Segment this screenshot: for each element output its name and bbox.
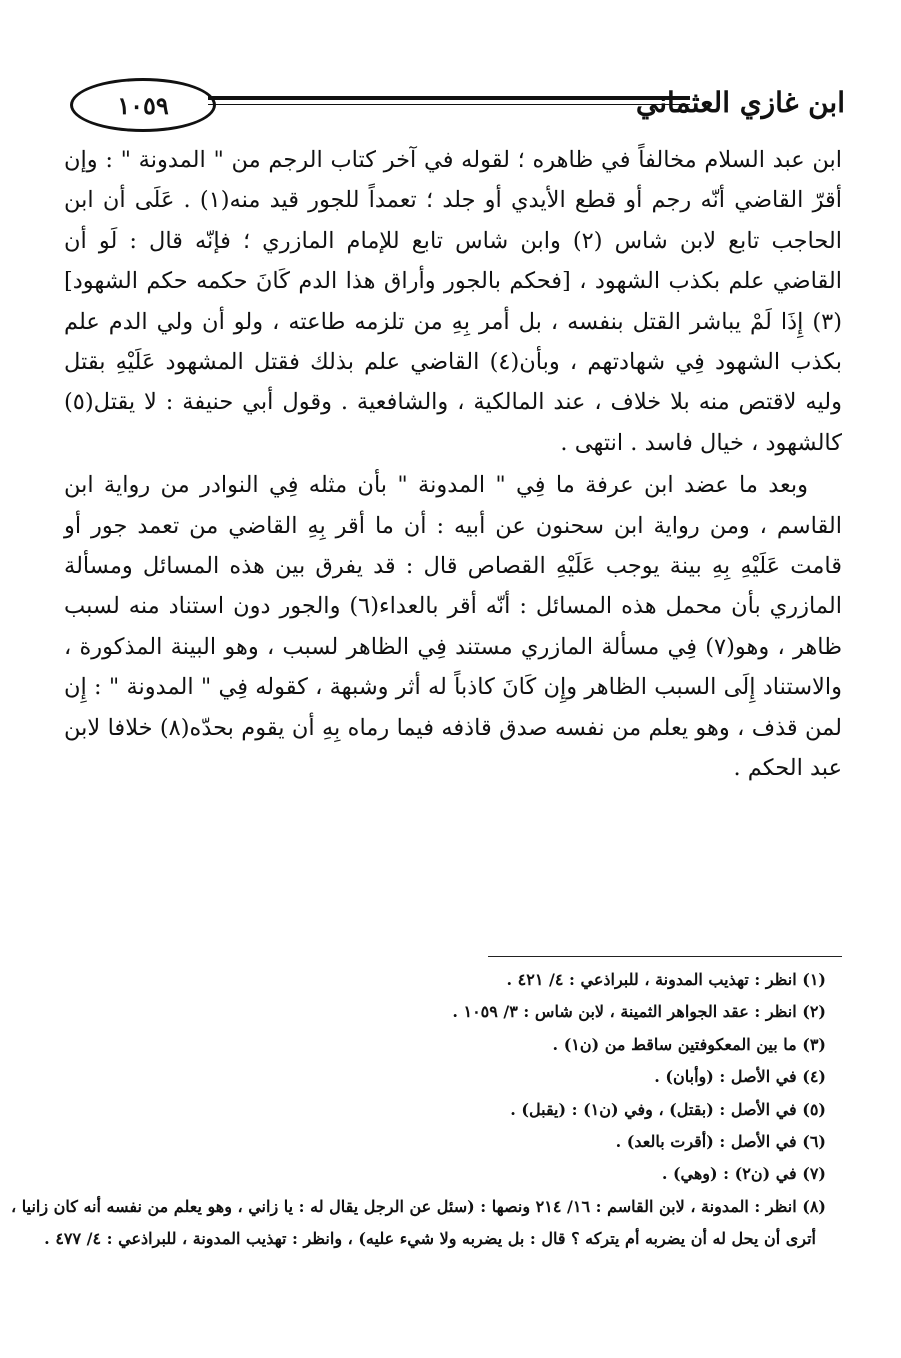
footnote-separator (488, 956, 842, 957)
page-number: ١٠٥٩ (70, 78, 216, 132)
header-rule (208, 96, 690, 100)
footnote-5: (٥) في الأصل : (بقتل) ، وفي (ن١) : (يقبل) . (510, 1099, 826, 1119)
footnote-8: (٨) انظر : المدونة ، لابن القاسم : ١٦/ ٢١٤ ونصها : (سئل عن الرجل يقال له : يا زاني ، وهو يعلم من نفسه أنه كان زانيا ، (11, 1196, 826, 1216)
footnote-6: (٦) في الأصل : (أقرت بالعد) . (615, 1132, 826, 1152)
footnote-4: (٤) في الأصل : (وأبان) . (654, 1067, 826, 1087)
footnote-7: (٧) في (ن٢) : (وهي) . (661, 1164, 826, 1184)
running-title: ابن غازي العثماني (635, 86, 845, 119)
paragraph-2: وبعد ما عضد ابن عرفة ما فِي " المدونة " بأن مثله فِي النوادر من رواية ابن القاسم ، ومن رواية ابن سحنون عن أبيه : أن ما أقر بِهِ القاضي من تعمد جور أو قامت عَلَيْهِ بِهِ بينة يوجب عَلَيْهِ القصاص قال : قد يفرق بين هذه المسائل ومسألة المازري بأن محمل هذه المسائل : أنّه أقر بالعداء(٦) والجور دون استناد منه لسبب ظاهر ، وهو(٧) فِي مسألة المازري مستند فِي الظاهر لسبب ، وهو البينة المذكورة ، والاستناد إِلَى السبب الظاهر وإِن كَانَ كاذباً له أثر وشبهة ، كقوله فِي " المدونة " : إِن لمن قذف ، وهو يعلم من نفسه صدق قاذفه فيما رماه بِهِ أن يقوم بحدّه(٨) خلافا لابن عبد الحكم . (64, 472, 843, 782)
page-header (60, 72, 845, 134)
footnote-8-continuation: أترى أن يحل له أن يضربه أم يتركه ؟ قال : بل يضربه ولا شيء عليه) ، وانظر : تهذيب المدونة ، للبراذعي : ٤/ ٤٧٧ . (44, 1229, 816, 1249)
footnotes (11, 964, 826, 1256)
footnote-2: (٢) انظر : عقد الجواهر الثمينة ، لابن شاس : ٣/ ١٠٥٩ . (452, 1002, 826, 1022)
header-rule-thin (208, 104, 690, 105)
paragraph-1: ابن عبد السلام مخالفاً في ظاهره ؛ لقوله في آخر كتاب الرجم من " المدونة " : وإن أقرّ القاضي أنّه رجم أو قطع الأيدي أو جلد ؛ تعمداً للجور قيد منه(١) . عَلَى أن ابن الحاجب تابع لابن شاس (٢) وابن شاس تابع للإمام المازري ؛ فإنّه قال : لَو أن القاضي علم بكذب الشهود ، [فحكم بالجور وأراق هذا الدم كَانَ حكمه حكم الشهود](٣) إِذَا لَمْ يباشر القتل بنفسه ، بل أمر بِهِ من تلزمه طاعته ، ولو أن ولي الدم علم بكذب الشهود فِي شهادتهم ، وبأن(٤) القاضي علم بذلك فقتل المشهود عَلَيْهِ بقتل وليه لاقتص منه بلا خلاف ، عند المالكية ، والشافعية . وقول أبي حنيفة : لا يقتل(٥) كالشهود ، خيال فاسد . انتهى . (64, 147, 842, 456)
footnote-1: (١) انظر : تهذيب المدونة ، للبراذعي : ٤/ ٤٢١ . (506, 970, 826, 989)
main-text (64, 140, 842, 789)
footnote-3: (٣) ما بين المعكوفتين ساقط من (ن١) . (552, 1034, 826, 1054)
